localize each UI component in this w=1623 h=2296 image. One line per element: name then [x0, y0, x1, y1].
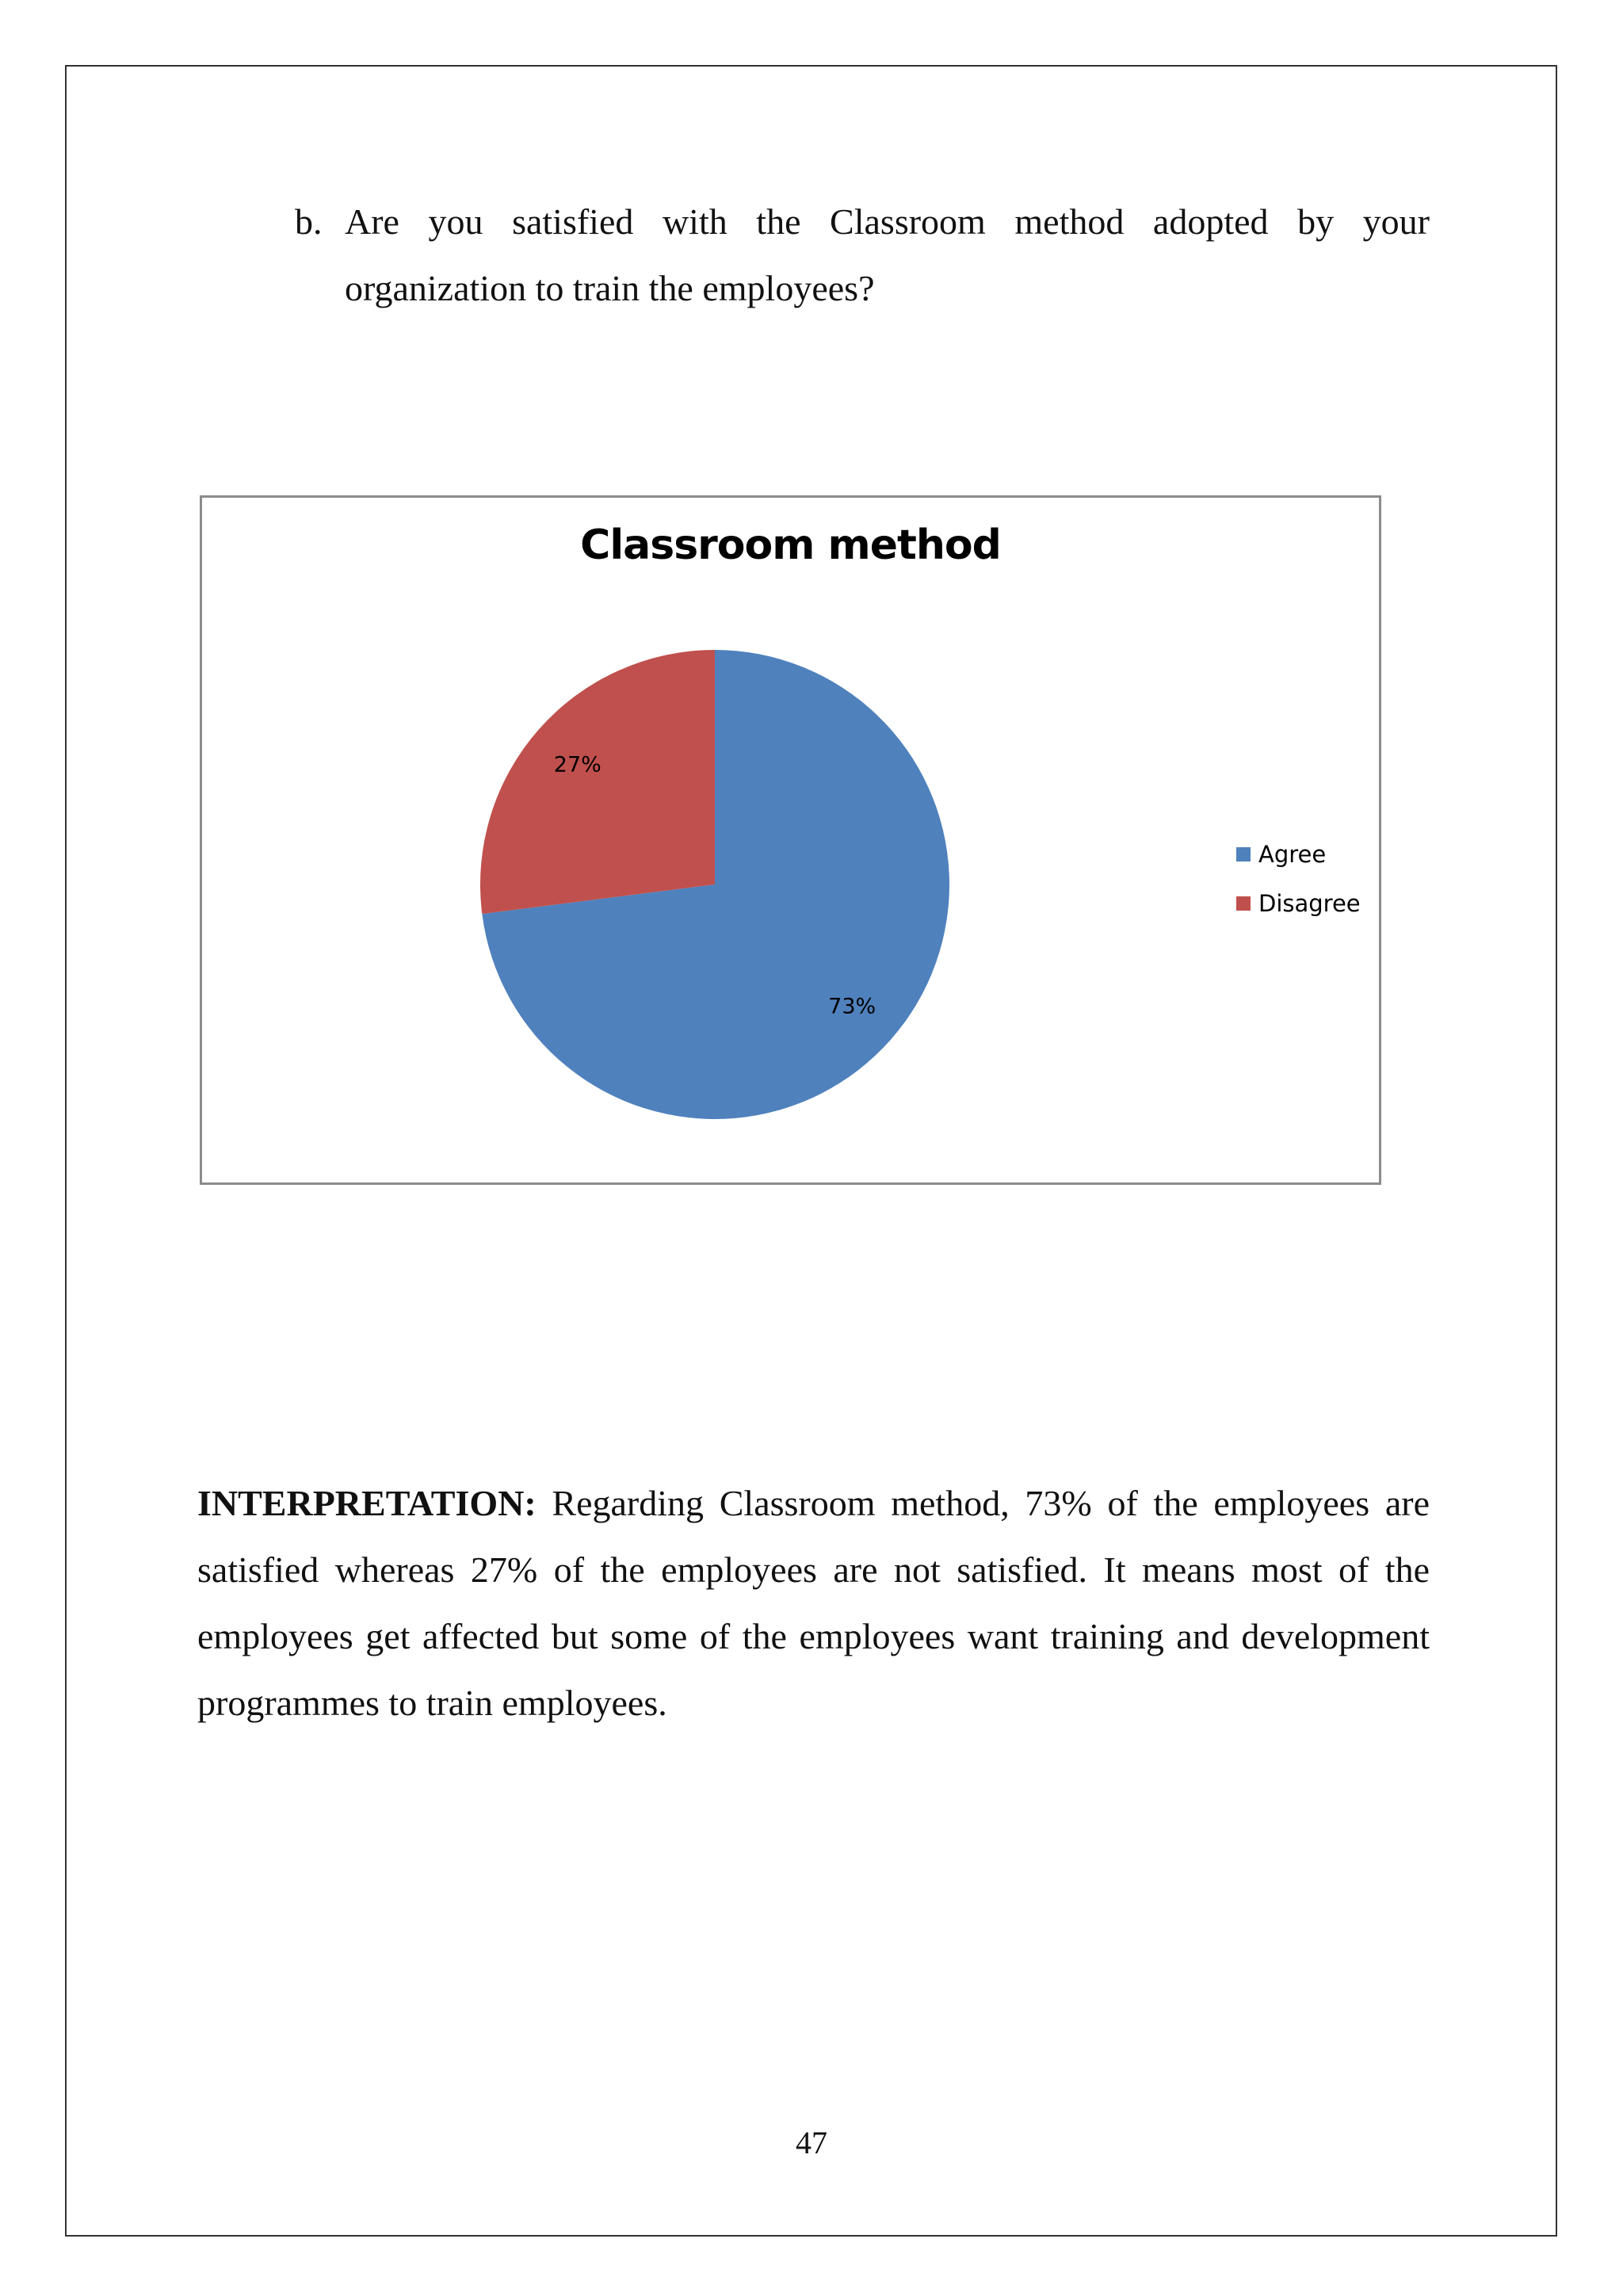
legend-item-agree [1236, 841, 1361, 868]
question-marker: b. [295, 201, 323, 242]
pie-chart-canvas [202, 498, 1379, 1182]
question-text: Are you satisfied with the Classroom method adopted by your organization to train the employees? [345, 201, 1430, 308]
page-number: 47 [796, 2125, 827, 2160]
pie-slice-disagree [480, 650, 715, 914]
legend-label-agree: Agree [1258, 841, 1327, 868]
pie-chart [200, 495, 1381, 1185]
legend-label-disagree: Disagree [1258, 890, 1361, 917]
chart-title: Classroom method [580, 521, 1001, 569]
legend-swatch-agree [1236, 847, 1251, 861]
interpretation-heading: INTERPRETATION: [197, 1483, 552, 1523]
interpretation [197, 1470, 1430, 1736]
legend-item-disagree [1236, 890, 1361, 917]
legend-swatch-disagree [1236, 896, 1251, 911]
chart-legend [1236, 841, 1361, 939]
question [295, 189, 1430, 322]
interpretation-text: Regarding Classroom method, 73% of the employees are satisfied whereas 27% of the employees are not satisfied. It means most of the employees get affected but some of the employees want training and development programmes to train employees. [197, 1483, 1430, 1723]
pie-label-disagree: 27% [553, 752, 601, 777]
pie-label-agree: 73% [828, 994, 876, 1019]
